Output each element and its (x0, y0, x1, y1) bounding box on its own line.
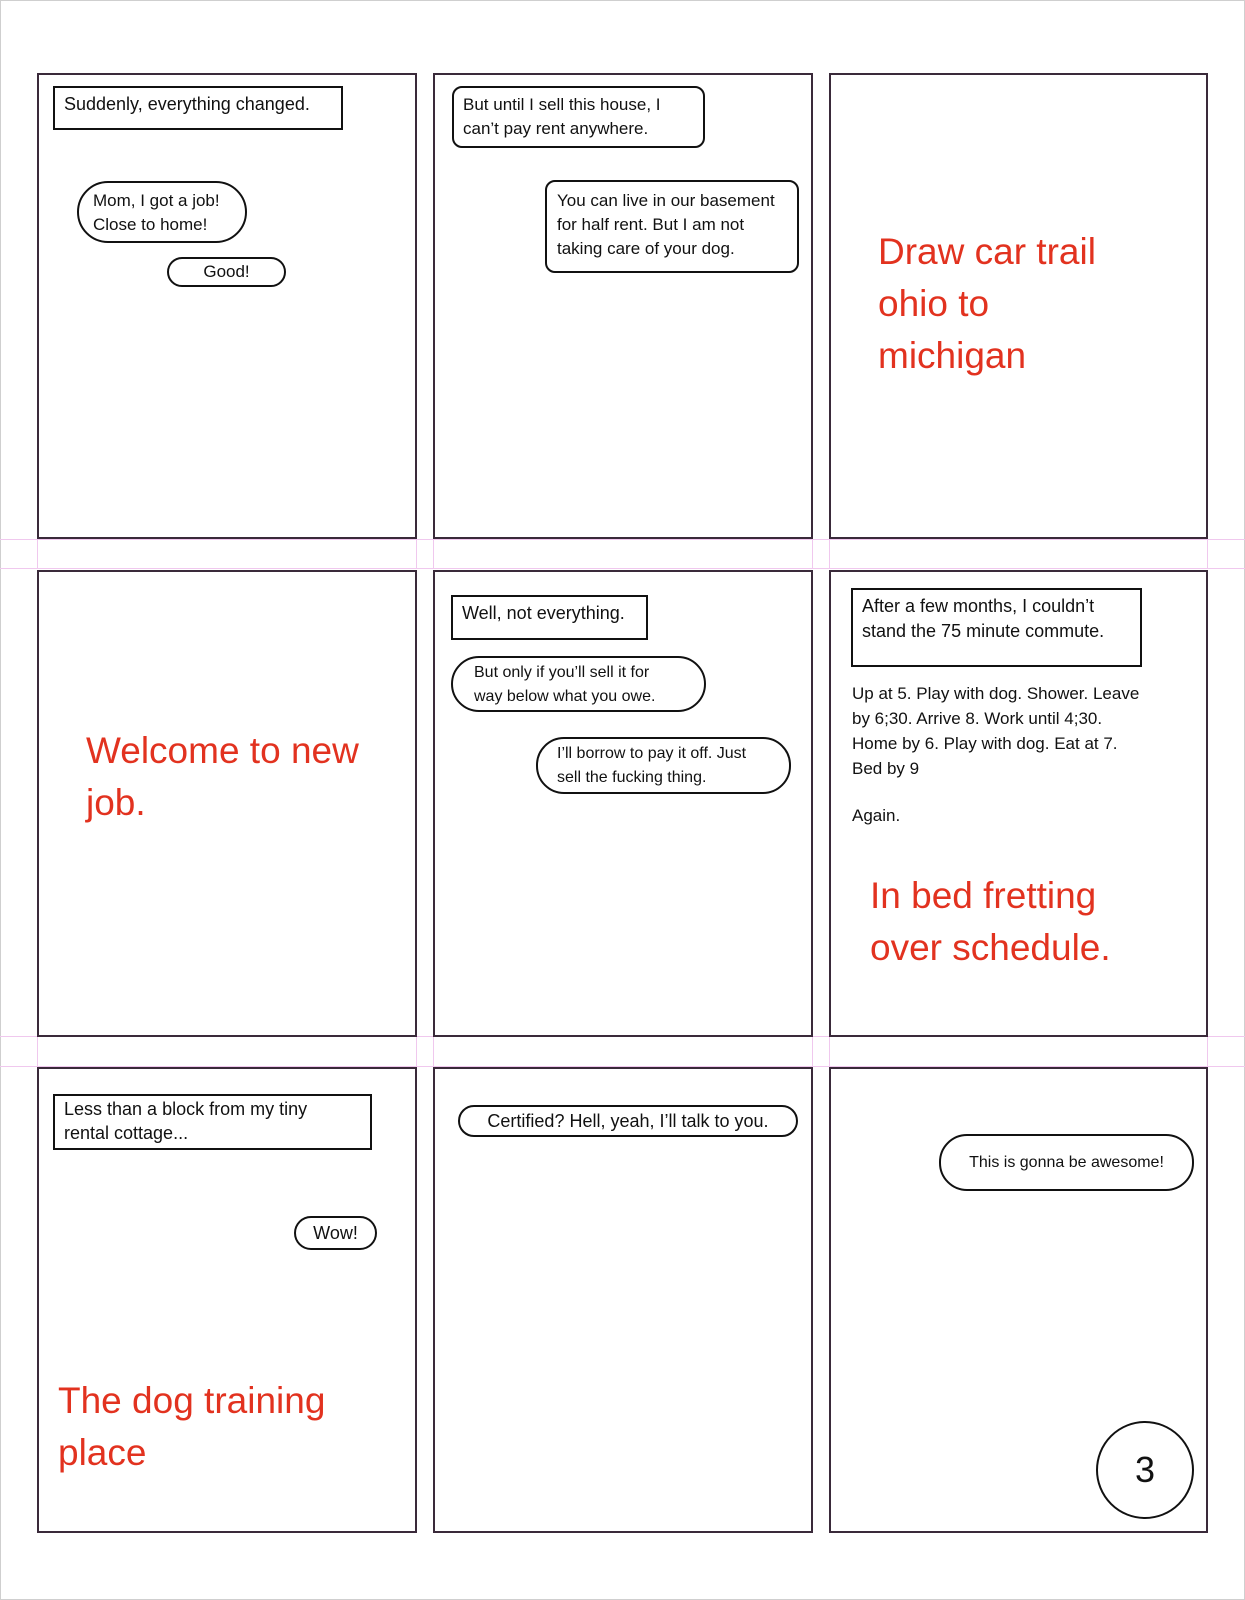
speech-bubble: Mom, I got a job! Close to home! (77, 181, 247, 243)
speech-bubble: Good! (167, 257, 286, 287)
guide-line (416, 1036, 417, 1066)
speech-bubble: Wow! (294, 1216, 377, 1250)
guide-line (0, 539, 1245, 540)
art-note: Welcome to new job. (86, 730, 359, 823)
speech-bubble: I’ll borrow to pay it off. Just sell the fucking thing. (536, 737, 791, 794)
guide-line (37, 539, 38, 569)
guide-line (812, 539, 813, 569)
caption-box: Suddenly, everything changed. (53, 86, 343, 130)
page-number: 3 (1096, 1421, 1194, 1519)
guide-line (812, 1036, 813, 1066)
speech-bubble: You can live in our basement for half rent. But I am not taking care of your dog. (545, 180, 799, 273)
guide-line (433, 539, 434, 569)
comic-panel-5 (433, 570, 813, 1037)
art-note: In bed fretting over schedule. (870, 875, 1111, 968)
caption-box: Well, not everything. (451, 595, 648, 640)
guide-line (829, 539, 830, 569)
speech-bubble: Certified? Hell, yeah, I’ll talk to you. (458, 1105, 798, 1137)
caption-box: After a few months, I couldn’t stand the 75 minute commute. (851, 588, 1142, 667)
speech-bubble: But until I sell this house, I can’t pay rent anywhere. (452, 86, 705, 148)
speech-bubble: This is gonna be awesome! (939, 1134, 1194, 1191)
guide-line (1207, 1036, 1208, 1066)
caption-box: Less than a block from my tiny rental cottage... (53, 1094, 372, 1150)
guide-line (416, 539, 417, 569)
schedule-text: Up at 5. Play with dog. Shower. Leave by 6;30. Arrive 8. Work until 4;30. Home by 6. Play with dog. Eat at 7. Bed by 9 (852, 684, 1140, 778)
guide-line (1207, 539, 1208, 569)
speech-bubble: But only if you’ll sell it for way below what you owe. (451, 656, 706, 712)
guide-line (37, 1036, 38, 1066)
guide-line (433, 1036, 434, 1066)
art-note: Draw car trail ohio to michigan (878, 231, 1096, 376)
comic-panel-1 (37, 73, 417, 539)
art-note: The dog training place (58, 1380, 326, 1473)
guide-line (0, 568, 1245, 569)
again-text: Again. (852, 806, 901, 825)
guide-line (829, 1036, 830, 1066)
